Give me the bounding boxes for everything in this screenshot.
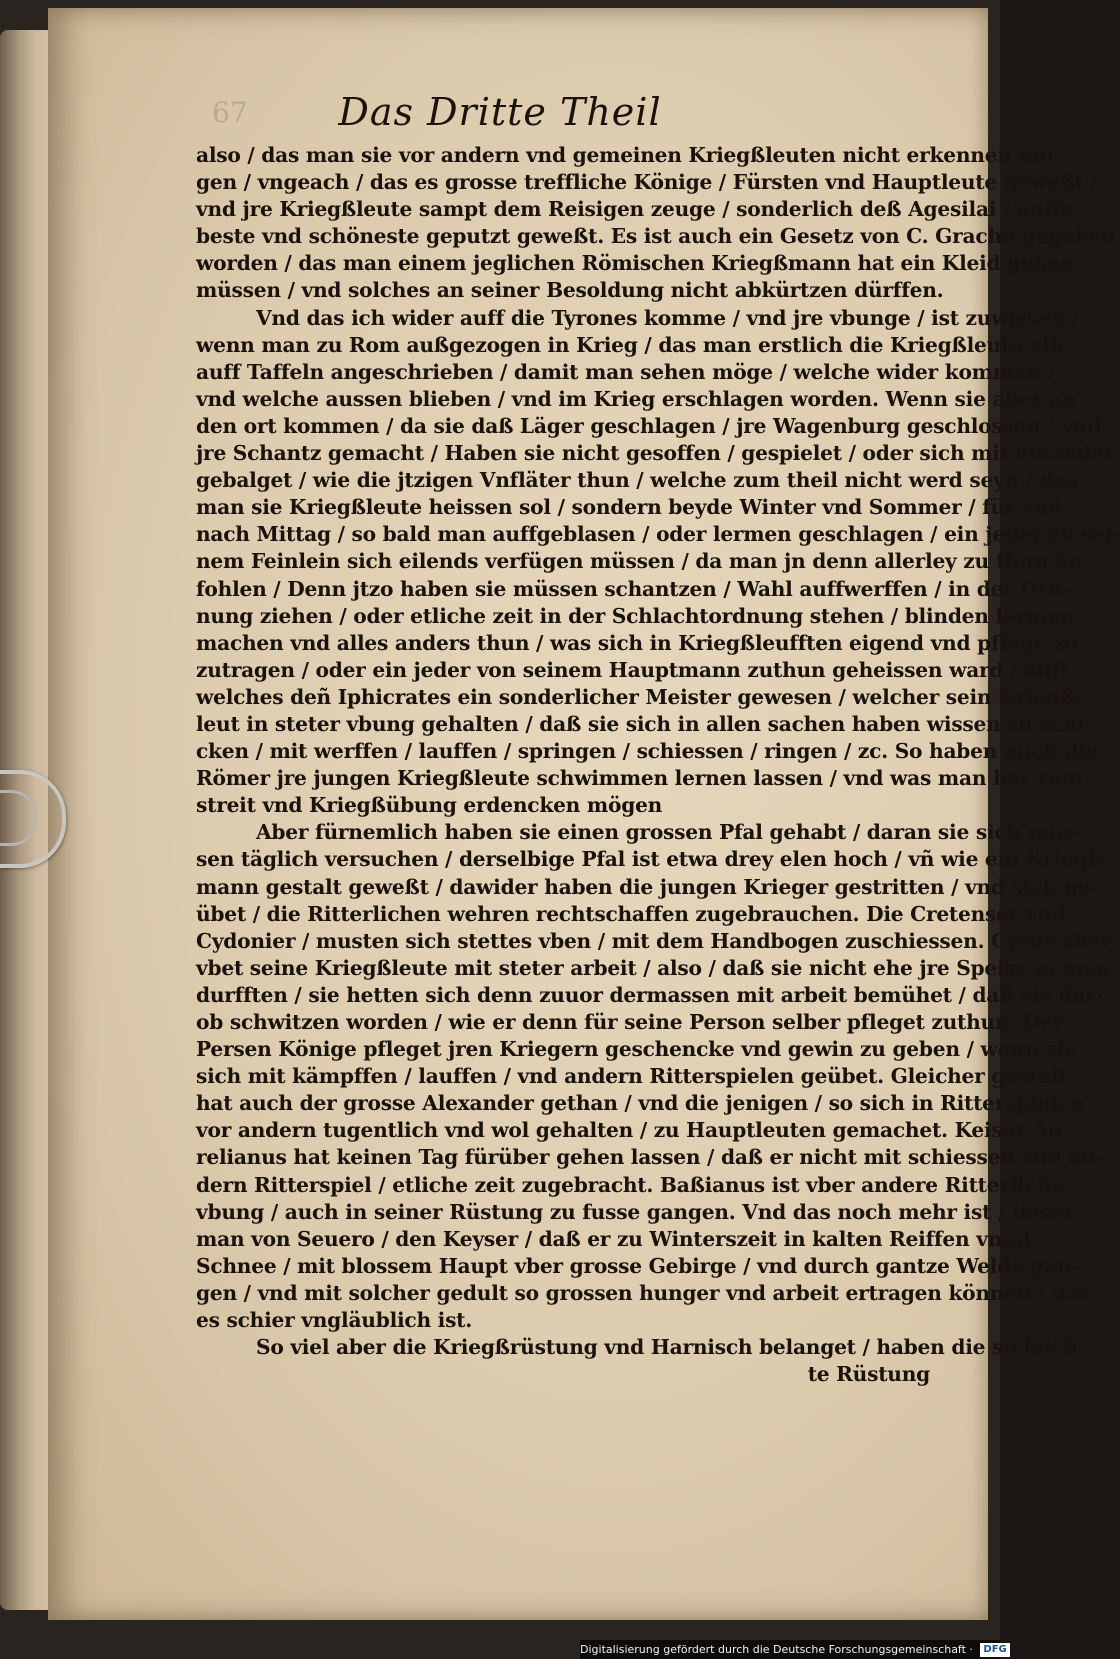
text-line: nach Mittag / so bald man auffgeblasen / oder lermen geschlagen / ein jeder zu sei- [196, 522, 1120, 547]
text-line: also / das man sie vor andern vnd gemeinen Kriegßleuten nicht erkennen mö- [196, 143, 1061, 167]
text-line: vnd welche aussen blieben / vnd im Krieg erschlagen worden. Wenn sie aber an [196, 386, 1077, 411]
text-line: relianus hat keinen Tag fürüber gehen lassen / daß er nicht mit schiessen vnd an- [196, 1145, 1104, 1170]
text-line: hat auch der grosse Alexander gethan / vnd die jenigen / so sich in Ritterspielen [196, 1091, 1085, 1116]
text-line: sen täglich versuchen / derselbige Pfal ist etwa drey elen hoch / vñ wie ein Kriegß- [196, 847, 1111, 872]
text-line: Römer jre jungen Kriegßleute schwimmen lernen lassen / vnd was man hat zum [196, 766, 1083, 791]
running-head: Das Dritte Theil [338, 90, 662, 134]
faint-page-mark: 67 [212, 96, 248, 129]
text-line: wenn man zu Rom außgezogen in Krieg / das man erstlich die Kriegßleute alle [196, 332, 1070, 357]
catchword: te Rüstung [807, 1362, 930, 1387]
text-line: Aber fürnemlich haben sie einen grossen Pfal gehabt / daran sie sich müs- [256, 820, 1083, 845]
dfg-logo-icon: DFG [980, 1643, 1009, 1657]
text-line: vbet seine Kriegßleute mit steter arbeit / also / daß sie nicht ehe jre Speise nemen [196, 955, 1111, 980]
text-line: übet / die Ritterlichen wehren rechtschaffen zugebrauchen. Die Cretenser vnd [196, 901, 1066, 926]
text-line: gen / vngeach / das es grosse treffliche Könige / Fürsten vnd Hauptleute geweßt / [196, 170, 1098, 195]
text-line: es schier vngläublich ist. [196, 1308, 473, 1333]
text-line: vnd jre Kriegßleute sampt dem Reisigen zeuge / sonderlich deß Agesilai / auffs [196, 197, 1073, 222]
text-line: auff Taffeln angeschrieben / damit man sehen möge / welche wider kommen / [196, 359, 1055, 384]
text-line: zutragen / oder ein jeder von seinem Hauptmann zuthun geheissen ward / auff [196, 657, 1069, 682]
text-line: Vnd das ich wider auff die Tyrones komme / vnd jre vbunge / ist zuwissen / [256, 305, 1079, 330]
text-line: leut in steter vbung gehalten / daß sie sich in allen sachen haben wissen zu schi- [196, 711, 1093, 736]
text-line: Persen Könige pfleget jren Kriegern geschencke vnd gewin zu geben / wenn sie [196, 1037, 1077, 1062]
text-line: machen vnd alles anders thun / was sich in Kriegßleufften eigend vnd pflege zu- [196, 630, 1087, 655]
text-line: So viel aber die Kriegßrüstung vnd Harnisch belanget / haben die so leich- [256, 1335, 1086, 1360]
text-line: den ort kommen / da sie daß Läger geschlagen / jre Wagenburg geschlossen / vnd [196, 413, 1102, 438]
text-line: fohlen / Denn jtzo haben sie müssen schantzen / Wahl auffwerffen / in der Ord- [196, 576, 1071, 601]
page-body-text [196, 142, 1120, 1388]
text-line: nung ziehen / oder etliche zeit in der Schlachtordnung stehen / blinden lermen [196, 603, 1075, 628]
digitization-credit-bar [580, 1640, 1007, 1659]
text-line: jre Schantz gemacht / Haben sie nicht gesoffen / gespielet / oder sich mit einander [196, 441, 1115, 466]
text-line: mann gestalt geweßt / dawider haben die jungen Krieger gestritten / vnd sich ge- [196, 874, 1098, 899]
text-line: nem Feinlein sich eilends verfügen müssen / da man jn denn allerley zu thun be- [196, 549, 1090, 574]
text-line: vbung / auch in seiner Rüstung zu fusse gangen. Vnd das noch mehr ist / lieset [196, 1199, 1073, 1224]
text-line: sich mit kämpffen / lauffen / vnd andern Ritterspielen geübet. Gleicher gestalt [196, 1064, 1068, 1089]
text-line: beste vnd schöneste geputzt geweßt. Es ist auch ein Gesetz von C. Gracho gegeben [196, 224, 1116, 249]
text-line: cken / mit werffen / lauffen / springen / schiessen / ringen / zc. So haben auch die [196, 739, 1099, 764]
text-line: worden / das man einem jeglichen Römischen Kriegßmann hat ein Kleid geben [196, 251, 1075, 276]
text-line: Schnee / mit blossem Haupt vber grosse Gebirge / vnd durch gantze Welde gan- [196, 1253, 1080, 1278]
text-line: müssen / vnd solches an seiner Besoldung nicht abkürtzen dürffen. [196, 278, 944, 303]
credit-text: Digitalisierung gefördert durch die Deutsche Forschungsgemeinschaft · [580, 1643, 973, 1656]
text-line: Cydonier / musten sich stettes vben / mit dem Handbogen zuschiessen. Cyrus aber [196, 928, 1111, 953]
text-line: streit vnd Kriegßübung erdencken mögen [196, 793, 663, 818]
text-line: vor andern tugentlich vnd wol gehalten / zu Hauptleuten gemachet. Keiser Au- [196, 1118, 1071, 1143]
text-line: man sie Kriegßleute heissen sol / sondern beyde Winter vnd Sommer / für vnd [196, 495, 1062, 520]
text-line: ob schwitzen worden / wie er denn für seine Person selber pfleget zuthun. Der [196, 1010, 1064, 1034]
text-line: welches deñ Iphicrates ein sonderlicher Meister gewesen / welcher sein Kriegß- [196, 684, 1083, 709]
text-line: man von Seuero / den Keyser / daß er zu Winterszeit in kalten Reiffen vnnd [196, 1226, 1031, 1251]
text-line: dern Ritterspiel / etliche zeit zugebracht. Baßianus ist vber andere Ritterliche [196, 1172, 1064, 1197]
text-line: durfften / sie hetten sich denn zuuor dermassen mit arbeit bemühet / daß sie dar- [196, 982, 1105, 1007]
text-line: gen / vnd mit solcher gedult so grossen hunger vnd arbeit ertragen können / das [196, 1280, 1090, 1305]
text-line: gebalget / wie die jtzigen Vnfläter thun / welche zum theil nicht werd seyn / das [196, 468, 1078, 493]
